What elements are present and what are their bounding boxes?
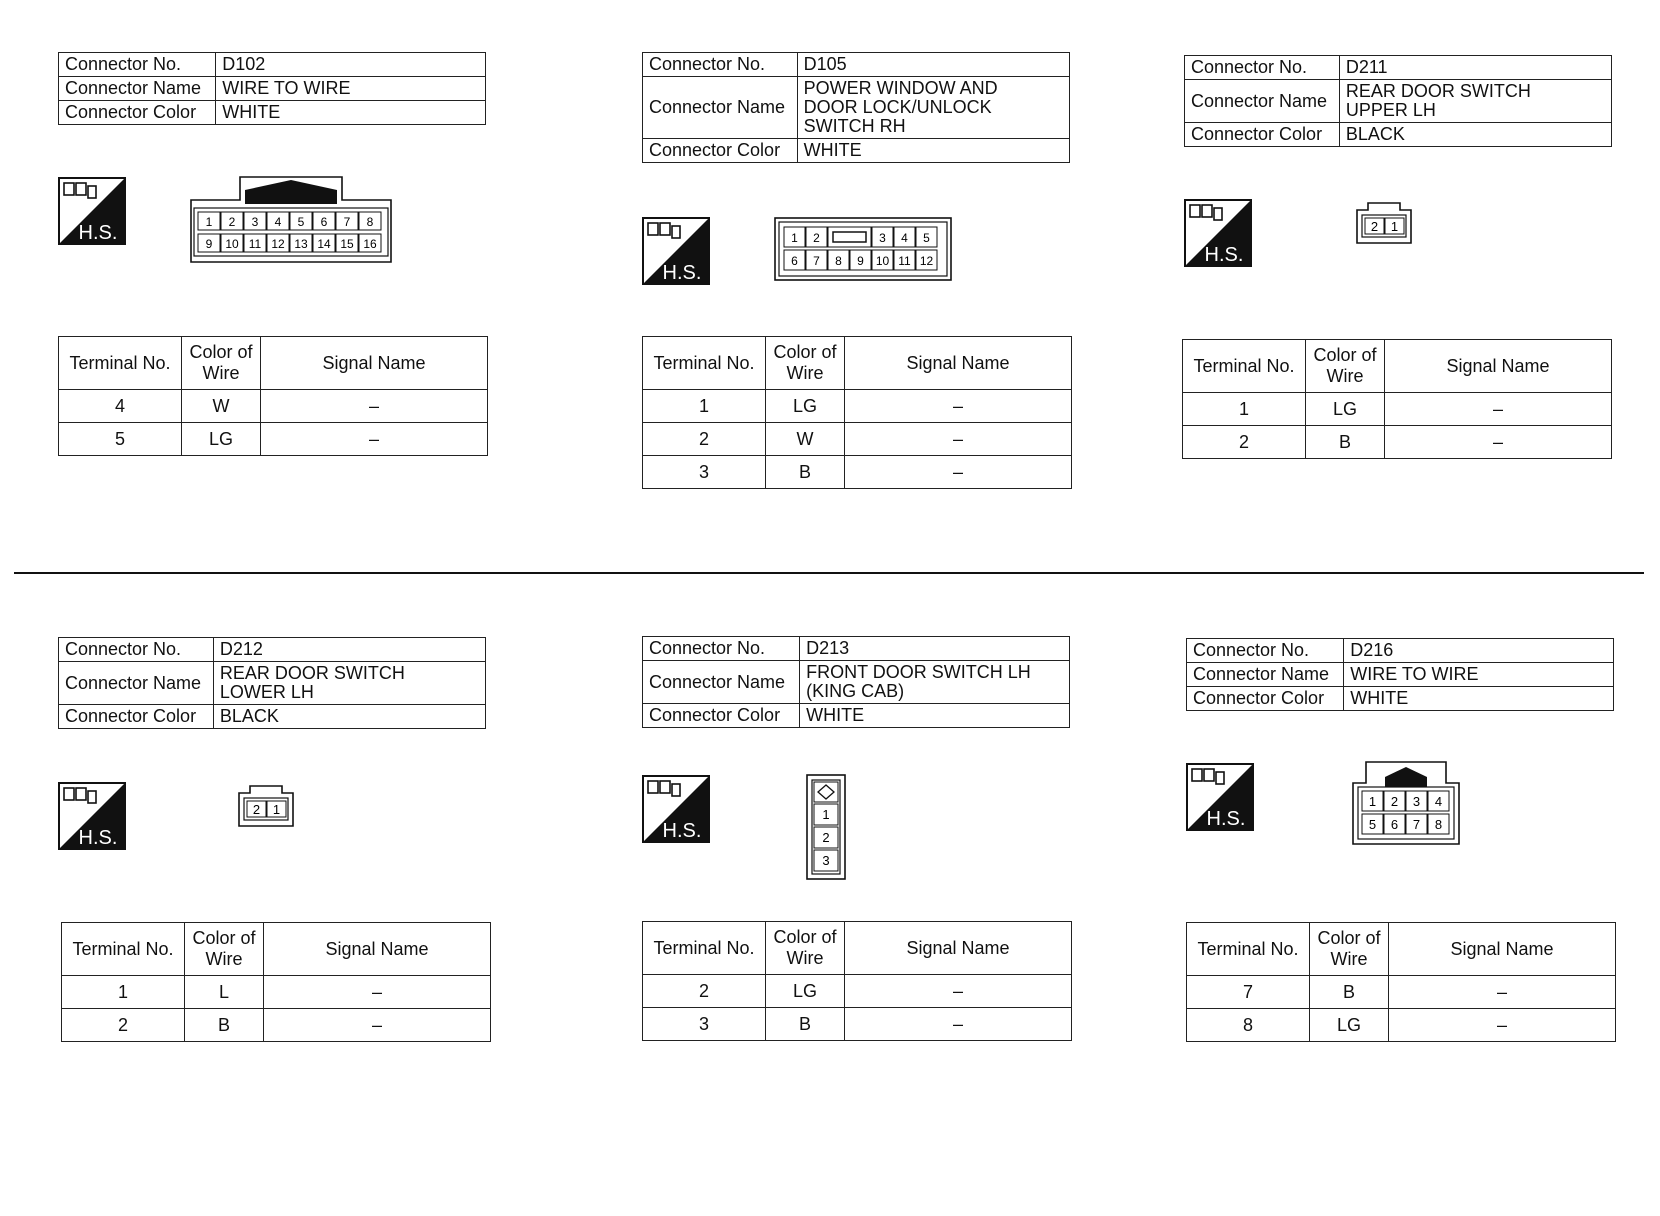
pin-label: 3 xyxy=(251,215,259,229)
signal-name-cell: – xyxy=(264,976,491,1009)
hs-label: H.S. xyxy=(662,262,702,284)
terminal-table-block-d213 xyxy=(642,921,1072,1041)
header-signal-name: Signal Name xyxy=(264,923,491,976)
hs-label: H.S. xyxy=(78,222,118,244)
header-color-of-wire: Color of Wire xyxy=(182,337,261,390)
pin-label: 10 xyxy=(225,237,239,251)
header-terminal-no: Terminal No. xyxy=(643,337,766,390)
signal-name-cell: – xyxy=(845,423,1072,456)
connector-face-d212 xyxy=(238,785,294,827)
signal-name-cell: – xyxy=(845,1008,1072,1041)
connector-color-value: BLACK xyxy=(1339,123,1611,147)
pin-label: 7 xyxy=(813,254,820,268)
pin-label: 11 xyxy=(248,237,262,251)
pin-label: 9 xyxy=(857,254,864,268)
wire-color-cell: LG xyxy=(1310,1009,1389,1042)
harness-side-icon xyxy=(1186,763,1254,831)
terminal-no-cell: 4 xyxy=(59,390,182,423)
wire-color-cell: LG xyxy=(182,423,261,456)
signal-name-cell: – xyxy=(261,390,488,423)
header-color-of-wire: Color of Wire xyxy=(185,923,264,976)
connector-no-value: D102 xyxy=(216,53,486,77)
wire-color-cell: W xyxy=(766,423,845,456)
signal-name-cell: – xyxy=(1385,393,1612,426)
header-terminal-no: Terminal No. xyxy=(643,922,766,975)
label-connector-color: Connector Color xyxy=(643,139,798,163)
terminal-no-cell: 3 xyxy=(643,1008,766,1041)
label-connector-name: Connector Name xyxy=(59,662,214,705)
connector-face-d105 xyxy=(774,217,952,281)
signal-name-cell: – xyxy=(1385,426,1612,459)
pin-label: 8 xyxy=(835,254,842,268)
terminal-no-cell: 1 xyxy=(643,390,766,423)
pin-label: 9 xyxy=(205,237,213,251)
pin-label: 5 xyxy=(1368,817,1377,832)
pin-label: 8 xyxy=(1434,817,1443,832)
pin-label: 8 xyxy=(366,215,374,229)
connector-name-value: WIRE TO WIRE xyxy=(216,77,486,101)
header-color-of-wire: Color of Wire xyxy=(766,922,845,975)
pin-label: 10 xyxy=(875,254,890,268)
table-row xyxy=(643,423,1072,456)
connector-no-value: D211 xyxy=(1339,56,1611,80)
pin-label: 11 xyxy=(898,254,911,268)
hs-label: H.S. xyxy=(1204,244,1244,266)
pin-label: 13 xyxy=(294,237,308,251)
header-signal-name: Signal Name xyxy=(1389,923,1616,976)
terminal-table xyxy=(61,922,491,1042)
connector-name-value: WIRE TO WIRE xyxy=(1344,663,1614,687)
harness-side-icon xyxy=(58,177,126,245)
terminal-no-cell: 1 xyxy=(62,976,185,1009)
pin-label: 6 xyxy=(320,215,328,229)
wire-color-cell: B xyxy=(766,456,845,489)
pin-label: 2 xyxy=(1370,219,1379,234)
harness-side-icon xyxy=(642,775,710,843)
label-connector-name: Connector Name xyxy=(643,661,800,704)
label-connector-name: Connector Name xyxy=(1185,80,1340,123)
connector-info-table xyxy=(642,52,1070,163)
pin-label: 7 xyxy=(343,215,351,229)
wire-color-cell: B xyxy=(1306,426,1385,459)
terminal-no-cell: 2 xyxy=(62,1009,185,1042)
pin-label: 3 xyxy=(1412,794,1421,809)
terminal-table-block-d211 xyxy=(1182,339,1612,459)
signal-name-cell: – xyxy=(261,423,488,456)
table-row xyxy=(59,423,488,456)
pin-label: 1 xyxy=(205,215,213,229)
signal-name-cell: – xyxy=(1389,1009,1616,1042)
connector-face-d102 xyxy=(190,176,392,264)
pin-label: 1 xyxy=(1368,794,1377,809)
pin-label: 3 xyxy=(879,231,886,245)
connector-block-d212 xyxy=(58,637,486,729)
label-connector-color: Connector Color xyxy=(59,101,216,125)
connector-no-value: D212 xyxy=(213,638,485,662)
hs-label: H.S. xyxy=(1206,808,1246,830)
pin-label: 5 xyxy=(297,215,305,229)
label-connector-color: Connector Color xyxy=(1185,123,1340,147)
connector-face-d216 xyxy=(1352,761,1460,845)
pin-label: 2 xyxy=(822,830,830,845)
terminal-no-cell: 8 xyxy=(1187,1009,1310,1042)
wire-color-cell: LG xyxy=(766,975,845,1008)
table-row xyxy=(643,1008,1072,1041)
wire-color-cell: W xyxy=(182,390,261,423)
signal-name-cell: – xyxy=(264,1009,491,1042)
terminal-table xyxy=(642,921,1072,1041)
pin-label: 4 xyxy=(1434,794,1443,809)
pin-label: 12 xyxy=(919,254,934,268)
label-connector-name: Connector Name xyxy=(59,77,216,101)
connector-face-d211 xyxy=(1356,202,1412,244)
header-terminal-no: Terminal No. xyxy=(1187,923,1310,976)
pin-label: 1 xyxy=(822,807,830,822)
terminal-table-block-d212 xyxy=(61,922,491,1042)
header-signal-name: Signal Name xyxy=(845,922,1072,975)
pin-label: 14 xyxy=(317,237,331,251)
pin-row-2 xyxy=(198,234,381,252)
pin-label: 7 xyxy=(1412,817,1421,832)
section-divider xyxy=(14,572,1644,574)
pin-label: 5 xyxy=(923,231,930,245)
header-color-of-wire: Color of Wire xyxy=(1310,923,1389,976)
label-connector-no: Connector No. xyxy=(643,637,800,661)
terminal-table-block-d105 xyxy=(642,336,1072,489)
label-connector-no: Connector No. xyxy=(1187,639,1344,663)
pin-label: 12 xyxy=(271,237,285,251)
connector-block-d216 xyxy=(1186,638,1614,711)
table-row xyxy=(62,1009,491,1042)
terminal-no-cell: 2 xyxy=(643,423,766,456)
label-connector-name: Connector Name xyxy=(1187,663,1344,687)
connector-name-value: REAR DOOR SWITCH UPPER LH xyxy=(1339,80,1611,123)
pin-label: 2 xyxy=(228,215,236,229)
terminal-table xyxy=(1182,339,1612,459)
connector-block-d211 xyxy=(1184,55,1612,147)
terminal-table-block-d216 xyxy=(1186,922,1616,1042)
pin-label: 1 xyxy=(791,231,798,245)
connector-no-value: D105 xyxy=(797,53,1069,77)
connector-color-value: BLACK xyxy=(213,705,485,729)
terminal-table-block-d102 xyxy=(58,336,488,456)
table-row xyxy=(1187,976,1616,1009)
hs-label: H.S. xyxy=(662,820,702,842)
signal-name-cell: – xyxy=(845,456,1072,489)
connector-color-value: WHITE xyxy=(216,101,486,125)
connector-info-table xyxy=(1184,55,1612,147)
connector-name-value: FRONT DOOR SWITCH LH (KING CAB) xyxy=(800,661,1070,704)
hs-label: H.S. xyxy=(78,827,118,849)
connector-no-value: D213 xyxy=(800,637,1070,661)
connector-face-d213 xyxy=(806,774,846,880)
wire-color-cell: B xyxy=(185,1009,264,1042)
connector-block-d105 xyxy=(642,52,1070,163)
connector-color-value: WHITE xyxy=(1344,687,1614,711)
label-connector-no: Connector No. xyxy=(1185,56,1340,80)
terminal-no-cell: 1 xyxy=(1183,393,1306,426)
pin-label: 2 xyxy=(252,802,261,817)
label-connector-name: Connector Name xyxy=(643,77,798,139)
harness-side-icon xyxy=(58,782,126,850)
terminal-table xyxy=(1186,922,1616,1042)
label-connector-no: Connector No. xyxy=(59,53,216,77)
pin-label: 3 xyxy=(822,853,830,868)
connector-block-d102 xyxy=(58,52,486,125)
table-row xyxy=(1187,1009,1616,1042)
harness-side-icon xyxy=(642,217,710,285)
connector-info-table xyxy=(58,52,486,125)
pin-label: 1 xyxy=(272,802,281,817)
pin-label: 2 xyxy=(1390,794,1399,809)
connector-color-value: WHITE xyxy=(797,139,1069,163)
pin-label: 15 xyxy=(340,237,354,251)
label-connector-color: Connector Color xyxy=(643,704,800,728)
connector-name-value: REAR DOOR SWITCH LOWER LH xyxy=(213,662,485,705)
label-connector-color: Connector Color xyxy=(59,705,214,729)
pin-label: 1 xyxy=(1390,219,1399,234)
pin-label: 4 xyxy=(274,215,282,229)
pin-label: 4 xyxy=(901,231,908,245)
terminal-no-cell: 3 xyxy=(643,456,766,489)
table-row xyxy=(62,976,491,1009)
header-terminal-no: Terminal No. xyxy=(1183,340,1306,393)
label-connector-no: Connector No. xyxy=(643,53,798,77)
terminal-no-cell: 2 xyxy=(643,975,766,1008)
pin-label: 6 xyxy=(1390,817,1399,832)
label-connector-color: Connector Color xyxy=(1187,687,1344,711)
table-row xyxy=(643,975,1072,1008)
wire-color-cell: LG xyxy=(1306,393,1385,426)
wire-color-cell: B xyxy=(1310,976,1389,1009)
terminal-no-cell: 7 xyxy=(1187,976,1310,1009)
signal-name-cell: – xyxy=(845,975,1072,1008)
terminal-no-cell: 2 xyxy=(1183,426,1306,459)
header-signal-name: Signal Name xyxy=(845,337,1072,390)
pin-label: 2 xyxy=(813,231,820,245)
header-terminal-no: Terminal No. xyxy=(62,923,185,976)
table-row xyxy=(643,390,1072,423)
label-connector-no: Connector No. xyxy=(59,638,214,662)
wire-color-cell: B xyxy=(766,1008,845,1041)
pin-label: 16 xyxy=(363,237,377,251)
connector-info-table xyxy=(1186,638,1614,711)
connector-no-value: D216 xyxy=(1344,639,1614,663)
header-color-of-wire: Color of Wire xyxy=(1306,340,1385,393)
signal-name-cell: – xyxy=(1389,976,1616,1009)
table-row xyxy=(643,456,1072,489)
table-row xyxy=(59,390,488,423)
header-color-of-wire: Color of Wire xyxy=(766,337,845,390)
harness-side-icon xyxy=(1184,199,1252,267)
table-row xyxy=(1183,426,1612,459)
pin-label: 6 xyxy=(791,254,798,268)
header-signal-name: Signal Name xyxy=(261,337,488,390)
header-terminal-no: Terminal No. xyxy=(59,337,182,390)
connector-color-value: WHITE xyxy=(800,704,1070,728)
terminal-table xyxy=(58,336,488,456)
connector-info-table xyxy=(58,637,486,729)
connector-info-table xyxy=(642,636,1070,728)
terminal-table xyxy=(642,336,1072,489)
terminal-no-cell: 5 xyxy=(59,423,182,456)
wire-color-cell: L xyxy=(185,976,264,1009)
table-row xyxy=(1183,393,1612,426)
signal-name-cell: – xyxy=(845,390,1072,423)
connector-block-d213 xyxy=(642,636,1070,728)
header-signal-name: Signal Name xyxy=(1385,340,1612,393)
wire-color-cell: LG xyxy=(766,390,845,423)
connector-name-value: POWER WINDOW AND DOOR LOCK/UNLOCK SWITCH RH xyxy=(797,77,1069,139)
